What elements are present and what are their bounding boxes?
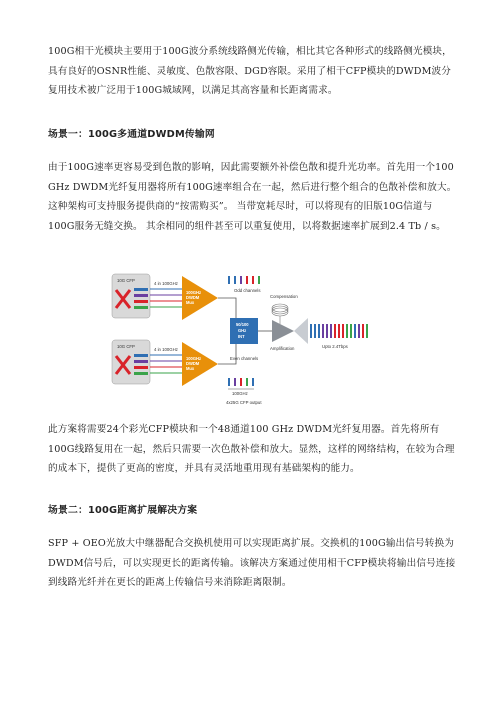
odd-channels-label: Odd channels [234,288,261,293]
lanes-bottom-label: 4 in 100GHz [154,347,178,352]
even-channel-comb [228,378,254,386]
spacing-label: 100GHz [232,391,248,396]
mux-bottom-line3: Mux [186,366,195,371]
output-label: 4x25G CFP output [226,400,262,405]
scenario1-heading: 场景一：100G多通道DWDM传输网 [48,129,215,140]
even-channels-label: Even channels [230,356,259,361]
dwdm-network-diagram [108,268,404,408]
mux-top-line3: Mux [186,300,195,305]
output-spectrum [310,324,368,338]
amplification-label: Amplification [270,346,295,351]
scenario2-heading: 场景二：100G距离扩展解决方案 [48,505,198,516]
mux-top-line2: DWDM [186,295,200,300]
interleaver-line3: INT [238,334,245,339]
scenario1-paragraph-2: 此方案将需要24个彩光CFP模块和一个48通道100 GHz DWDM光纤复用器。首先将所有100G线路复用在一起，然后只需要一次色散补偿和放大。显然，这样的网络结构，在较为合理的成本下，提供了更高的密度，并具有灵活地重用现有基础架构的能力。 [48,424,455,474]
mux-bottom-line2: DWDM [186,361,200,366]
scenario1-paragraph-1: 由于100G速率更容易受到色散的影响，因此需要额外补偿色散和提升光功率。首先用一个100 GHz DWDM光纤复用器将所有100G速率组合在一起，然后进行整个组合的色散补偿和放大。这种架构可支持服务提供商的“按需购买”。 当带宽耗尽时，可以将现有的旧版10G信道与100G服务无缝交换。 其余相同的组件甚至可以重复使用，以将数据速率扩展到2.4 Tb / s。 [48,162,457,232]
cfp-top-label: 10G CFP [117,278,135,283]
scenario2-paragraph-1: SFP + OEO光放大中继器配合交换机使用可以实现距离扩展。交换机的100G输出信号转换为DWDM信号后，可以实现更长的距离传输。该解决方案通过使用相干CFP模块将输出信号连接到线路光纤并在更长的距离上传输信号来消除距离限制。 [48,538,456,588]
odd-channel-line [218,298,236,320]
output-cone [294,318,308,344]
odd-channel-comb [228,276,260,284]
cfp-bottom-label: 10G CFP [117,344,135,349]
interleaver-line2: GHz [238,328,247,333]
amplifier [272,320,294,342]
diagram-svg [108,268,404,408]
intro-paragraph: 100G相干光模块主要用于100G波分系统线路侧光传输，相比其它各种形式的线路侧光模块，具有良好的OSNR性能、灵敏度、色散容限、DGD容限。采用了相干CFP模块的DWDM波分复用技术被广泛用于100G城域网，以满足其高容量和长距离需求。 [48,46,452,96]
lanes-top-label: 4 in 100GHz [154,281,178,286]
upto-label: Upto 2.4Tbps [322,344,348,349]
mux-top-line1: 100GHz [186,290,202,295]
compensation-coil [272,304,288,324]
compensation-label: Compensation [270,294,298,299]
mux-bottom-line1: 100GHz [186,356,202,361]
interleaver-line1: 50/100 [236,322,249,327]
